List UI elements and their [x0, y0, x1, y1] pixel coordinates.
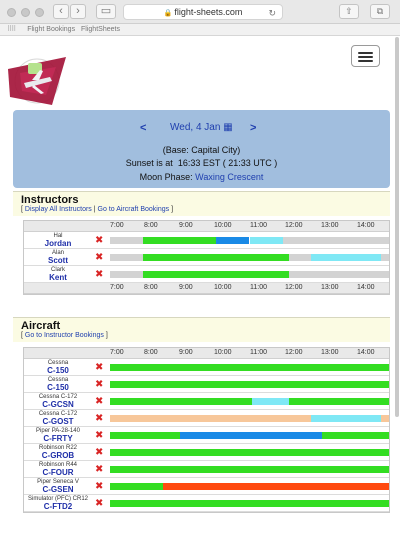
time-header: [24, 348, 389, 359]
instructor-row: [24, 232, 389, 249]
booking-lane[interactable]: [110, 381, 389, 388]
booking-slot[interactable]: [110, 415, 311, 422]
booking-slot[interactable]: [381, 415, 389, 422]
moon-phase-label: Moon Phase: Waxing Crescent: [139, 172, 264, 182]
scrollbar[interactable]: [394, 37, 400, 546]
aircraft-title[interactable]: C-FOUR: [42, 468, 74, 477]
booking-slot[interactable]: [311, 237, 389, 244]
booking-slot[interactable]: [381, 254, 389, 261]
aircraft-subtitle: Robinson R22: [38, 445, 78, 451]
unavailable-icon[interactable]: ✖: [95, 362, 104, 373]
booking-lane[interactable]: [110, 271, 389, 278]
aircraft-title[interactable]: C-FTD2: [43, 502, 73, 511]
time-label: 14:00: [357, 222, 375, 229]
back-icon[interactable]: ‹: [53, 4, 69, 19]
instructor-name[interactable]: [24, 232, 92, 248]
hamburger-menu-button[interactable]: [351, 45, 380, 67]
booking-slot[interactable]: [252, 398, 288, 405]
unavailable-icon[interactable]: ✖: [95, 447, 104, 458]
time-label: 10:00: [214, 284, 232, 291]
aircraft-subtitle: Cessna: [47, 377, 69, 383]
aircraft-title[interactable]: C-GSEN: [42, 485, 74, 494]
time-label: 9:00: [179, 349, 193, 356]
booking-slot[interactable]: [110, 254, 143, 261]
sunset-label: Sunset is at 16:33 EST ( 21:33 UTC ): [125, 158, 278, 168]
booking-slot[interactable]: [110, 364, 389, 371]
booking-slot[interactable]: [110, 466, 389, 473]
instructor-title[interactable]: Kent: [49, 273, 67, 282]
instructor-subtitle: Hal: [53, 233, 63, 239]
time-label: 13:00: [321, 284, 339, 291]
aircraft-title[interactable]: C-GCSN: [42, 400, 74, 409]
booking-slot[interactable]: [110, 449, 389, 456]
window-controls: [7, 8, 44, 17]
bookmark-flight-bookings[interactable]: Flight Bookings: [27, 26, 76, 33]
browser-toolbar: [0, 0, 400, 24]
booking-lane[interactable]: [110, 237, 389, 244]
instructor-title[interactable]: Scott: [48, 256, 68, 265]
current-date[interactable]: Wed, 4 Jan ▦: [170, 122, 233, 133]
aircraft-row: [24, 444, 389, 461]
booking-slot[interactable]: [250, 237, 283, 244]
instructors-title: Instructors: [21, 194, 79, 206]
time-label: 8:00: [144, 284, 158, 291]
booking-slot[interactable]: [110, 500, 389, 507]
instructors-section-header: [13, 191, 390, 216]
aircraft-name[interactable]: [24, 478, 92, 494]
aircraft-schedule: [23, 347, 390, 513]
aircraft-title[interactable]: C-GROB: [41, 451, 75, 460]
unavailable-icon[interactable]: ✖: [95, 252, 104, 263]
booking-slot[interactable]: [289, 398, 389, 405]
base-label: (Base: Capital City): [162, 145, 241, 155]
go-to-aircraft-bookings-link[interactable]: Go to Aircraft Bookings: [97, 206, 170, 213]
booking-slot[interactable]: [311, 254, 381, 261]
aircraft-row: [24, 376, 389, 393]
booking-slot[interactable]: [143, 271, 288, 278]
previous-day-icon[interactable]: <: [140, 122, 147, 134]
time-label: 14:00: [357, 349, 375, 356]
booking-slot[interactable]: [163, 483, 389, 490]
instructors-links: [ Display All Instructors | Go to Aircraft Bookings ]: [21, 206, 174, 213]
url-text: flight-sheets.com: [174, 7, 243, 17]
time-label: 8:00: [144, 222, 158, 229]
calendar-icon[interactable]: ▦: [223, 122, 233, 133]
aircraft-name[interactable]: [24, 495, 92, 511]
booking-lane[interactable]: [110, 254, 389, 261]
aircraft-subtitle: Cessna C-172: [38, 394, 78, 400]
aircraft-row: [24, 478, 389, 495]
instructor-row: [24, 249, 389, 266]
aircraft-name[interactable]: [24, 427, 92, 443]
go-to-instructor-bookings-link[interactable]: Go to Instructor Bookings: [24, 332, 104, 339]
time-label: 8:00: [144, 349, 158, 356]
forward-icon[interactable]: ›: [70, 4, 86, 19]
unavailable-icon[interactable]: ✖: [95, 396, 104, 407]
unavailable-icon[interactable]: ✖: [95, 498, 104, 509]
booking-slot[interactable]: [110, 271, 143, 278]
display-all-instructors-link[interactable]: Display All Instructors: [24, 206, 92, 213]
date-info-panel: [13, 110, 390, 188]
unavailable-icon[interactable]: ✖: [95, 413, 104, 424]
zoom-window-button[interactable]: [35, 8, 44, 17]
page-content: [0, 37, 400, 546]
instructor-title[interactable]: Jordan: [44, 239, 72, 248]
booking-slot[interactable]: [216, 237, 249, 244]
next-day-icon[interactable]: >: [250, 122, 257, 134]
time-label: 13:00: [321, 349, 339, 356]
instructors-schedule: [23, 220, 390, 295]
booking-slot[interactable]: [110, 381, 389, 388]
aircraft-section-header: [13, 317, 390, 342]
time-label: 12:00: [285, 284, 303, 291]
time-label: 10:00: [214, 222, 232, 229]
aircraft-name[interactable]: [24, 359, 92, 375]
time-label: 10:00: [214, 349, 232, 356]
unavailable-icon[interactable]: ✖: [95, 235, 104, 246]
aircraft-title: Aircraft: [21, 320, 61, 332]
booking-slot[interactable]: [143, 254, 288, 261]
unavailable-icon[interactable]: ✖: [95, 430, 104, 441]
address-bar[interactable]: [123, 4, 283, 20]
instructor-row: [24, 266, 389, 283]
booking-lane[interactable]: [110, 500, 389, 507]
apps-grid-icon[interactable]: ⠿⠿: [7, 26, 16, 33]
aircraft-title[interactable]: C-150: [47, 383, 69, 392]
aircraft-subtitle: Piper Seneca V: [37, 479, 79, 485]
unavailable-icon[interactable]: ✖: [95, 379, 104, 390]
instructor-name[interactable]: [24, 249, 92, 265]
aircraft-row: [24, 393, 389, 410]
time-label: 11:00: [250, 222, 267, 229]
aircraft-title[interactable]: C-GOST: [42, 417, 74, 426]
instructor-subtitle: Clark: [50, 267, 65, 273]
aircraft-name[interactable]: [24, 376, 92, 392]
aircraft-name[interactable]: [24, 461, 92, 477]
booking-slot[interactable]: [110, 398, 252, 405]
moon-phase-link[interactable]: Waxing Crescent: [195, 172, 264, 182]
minimize-window-button[interactable]: [21, 8, 30, 17]
aircraft-subtitle: Simulator (PFC) CR12: [27, 496, 88, 502]
aircraft-subtitle: Robinson R44: [38, 462, 78, 468]
time-label: 9:00: [179, 222, 193, 229]
booking-slot[interactable]: [143, 237, 216, 244]
booking-slot[interactable]: [110, 432, 180, 439]
booking-lane[interactable]: [110, 432, 389, 439]
aircraft-row: [24, 495, 389, 512]
unavailable-icon[interactable]: ✖: [95, 464, 104, 475]
booking-slot[interactable]: [311, 415, 381, 422]
logo-image: [6, 53, 68, 109]
aircraft-subtitle: Cessna C-172: [38, 411, 78, 417]
booking-lane[interactable]: [110, 449, 389, 456]
time-label: 9:00: [179, 284, 193, 291]
booking-slot[interactable]: [110, 237, 143, 244]
instructor-subtitle: Alan: [51, 250, 64, 256]
time-header: [24, 283, 389, 294]
aircraft-row: [24, 427, 389, 444]
booking-lane[interactable]: [110, 398, 389, 405]
time-label: 12:00: [285, 222, 303, 229]
aircraft-name[interactable]: [24, 410, 92, 426]
booking-slot[interactable]: [322, 432, 389, 439]
time-label: 7:00: [110, 284, 124, 291]
booking-lane[interactable]: [110, 415, 389, 422]
tabs-icon[interactable]: ⧉: [370, 4, 390, 19]
time-label: 7:00: [110, 222, 124, 229]
time-label: 12:00: [285, 349, 303, 356]
bookmarks-bar: [0, 24, 400, 36]
aircraft-subtitle: Cessna: [47, 360, 69, 366]
booking-slot[interactable]: [289, 254, 311, 261]
bookmark-flightsheets[interactable]: FlightSheets: [81, 26, 120, 33]
aircraft-title[interactable]: C-FRTY: [43, 434, 73, 443]
aircraft-links: [ Go to Instructor Bookings ]: [21, 332, 108, 339]
share-icon[interactable]: ⇧: [339, 4, 359, 19]
sidebar-icon[interactable]: ▭: [96, 4, 116, 19]
lock-icon: 🔒: [163, 10, 173, 17]
aircraft-row: [24, 461, 389, 478]
unavailable-icon[interactable]: ✖: [95, 481, 104, 492]
reload-icon[interactable]: ↻: [268, 8, 276, 18]
booking-slot[interactable]: [283, 237, 311, 244]
unavailable-icon[interactable]: ✖: [95, 269, 104, 280]
time-header: [24, 221, 389, 232]
close-window-button[interactable]: [7, 8, 16, 17]
time-label: 7:00: [110, 349, 124, 356]
booking-lane[interactable]: [110, 364, 389, 371]
aircraft-title[interactable]: C-150: [47, 366, 69, 375]
aircraft-row: [24, 359, 389, 376]
time-label: 11:00: [250, 284, 267, 291]
time-label: 13:00: [321, 222, 339, 229]
booking-lane[interactable]: [110, 466, 389, 473]
aircraft-subtitle: Piper PA-28-140: [36, 428, 80, 434]
aircraft-name[interactable]: [24, 444, 92, 460]
aircraft-name[interactable]: [24, 393, 92, 409]
aircraft-row: [24, 410, 389, 427]
time-label: 14:00: [357, 284, 375, 291]
booking-slot[interactable]: [311, 271, 389, 278]
booking-slot[interactable]: [110, 483, 163, 490]
booking-slot[interactable]: [180, 432, 322, 439]
booking-slot[interactable]: [289, 271, 311, 278]
booking-lane[interactable]: [110, 483, 389, 490]
time-label: 11:00: [250, 349, 267, 356]
instructor-name[interactable]: [24, 266, 92, 282]
